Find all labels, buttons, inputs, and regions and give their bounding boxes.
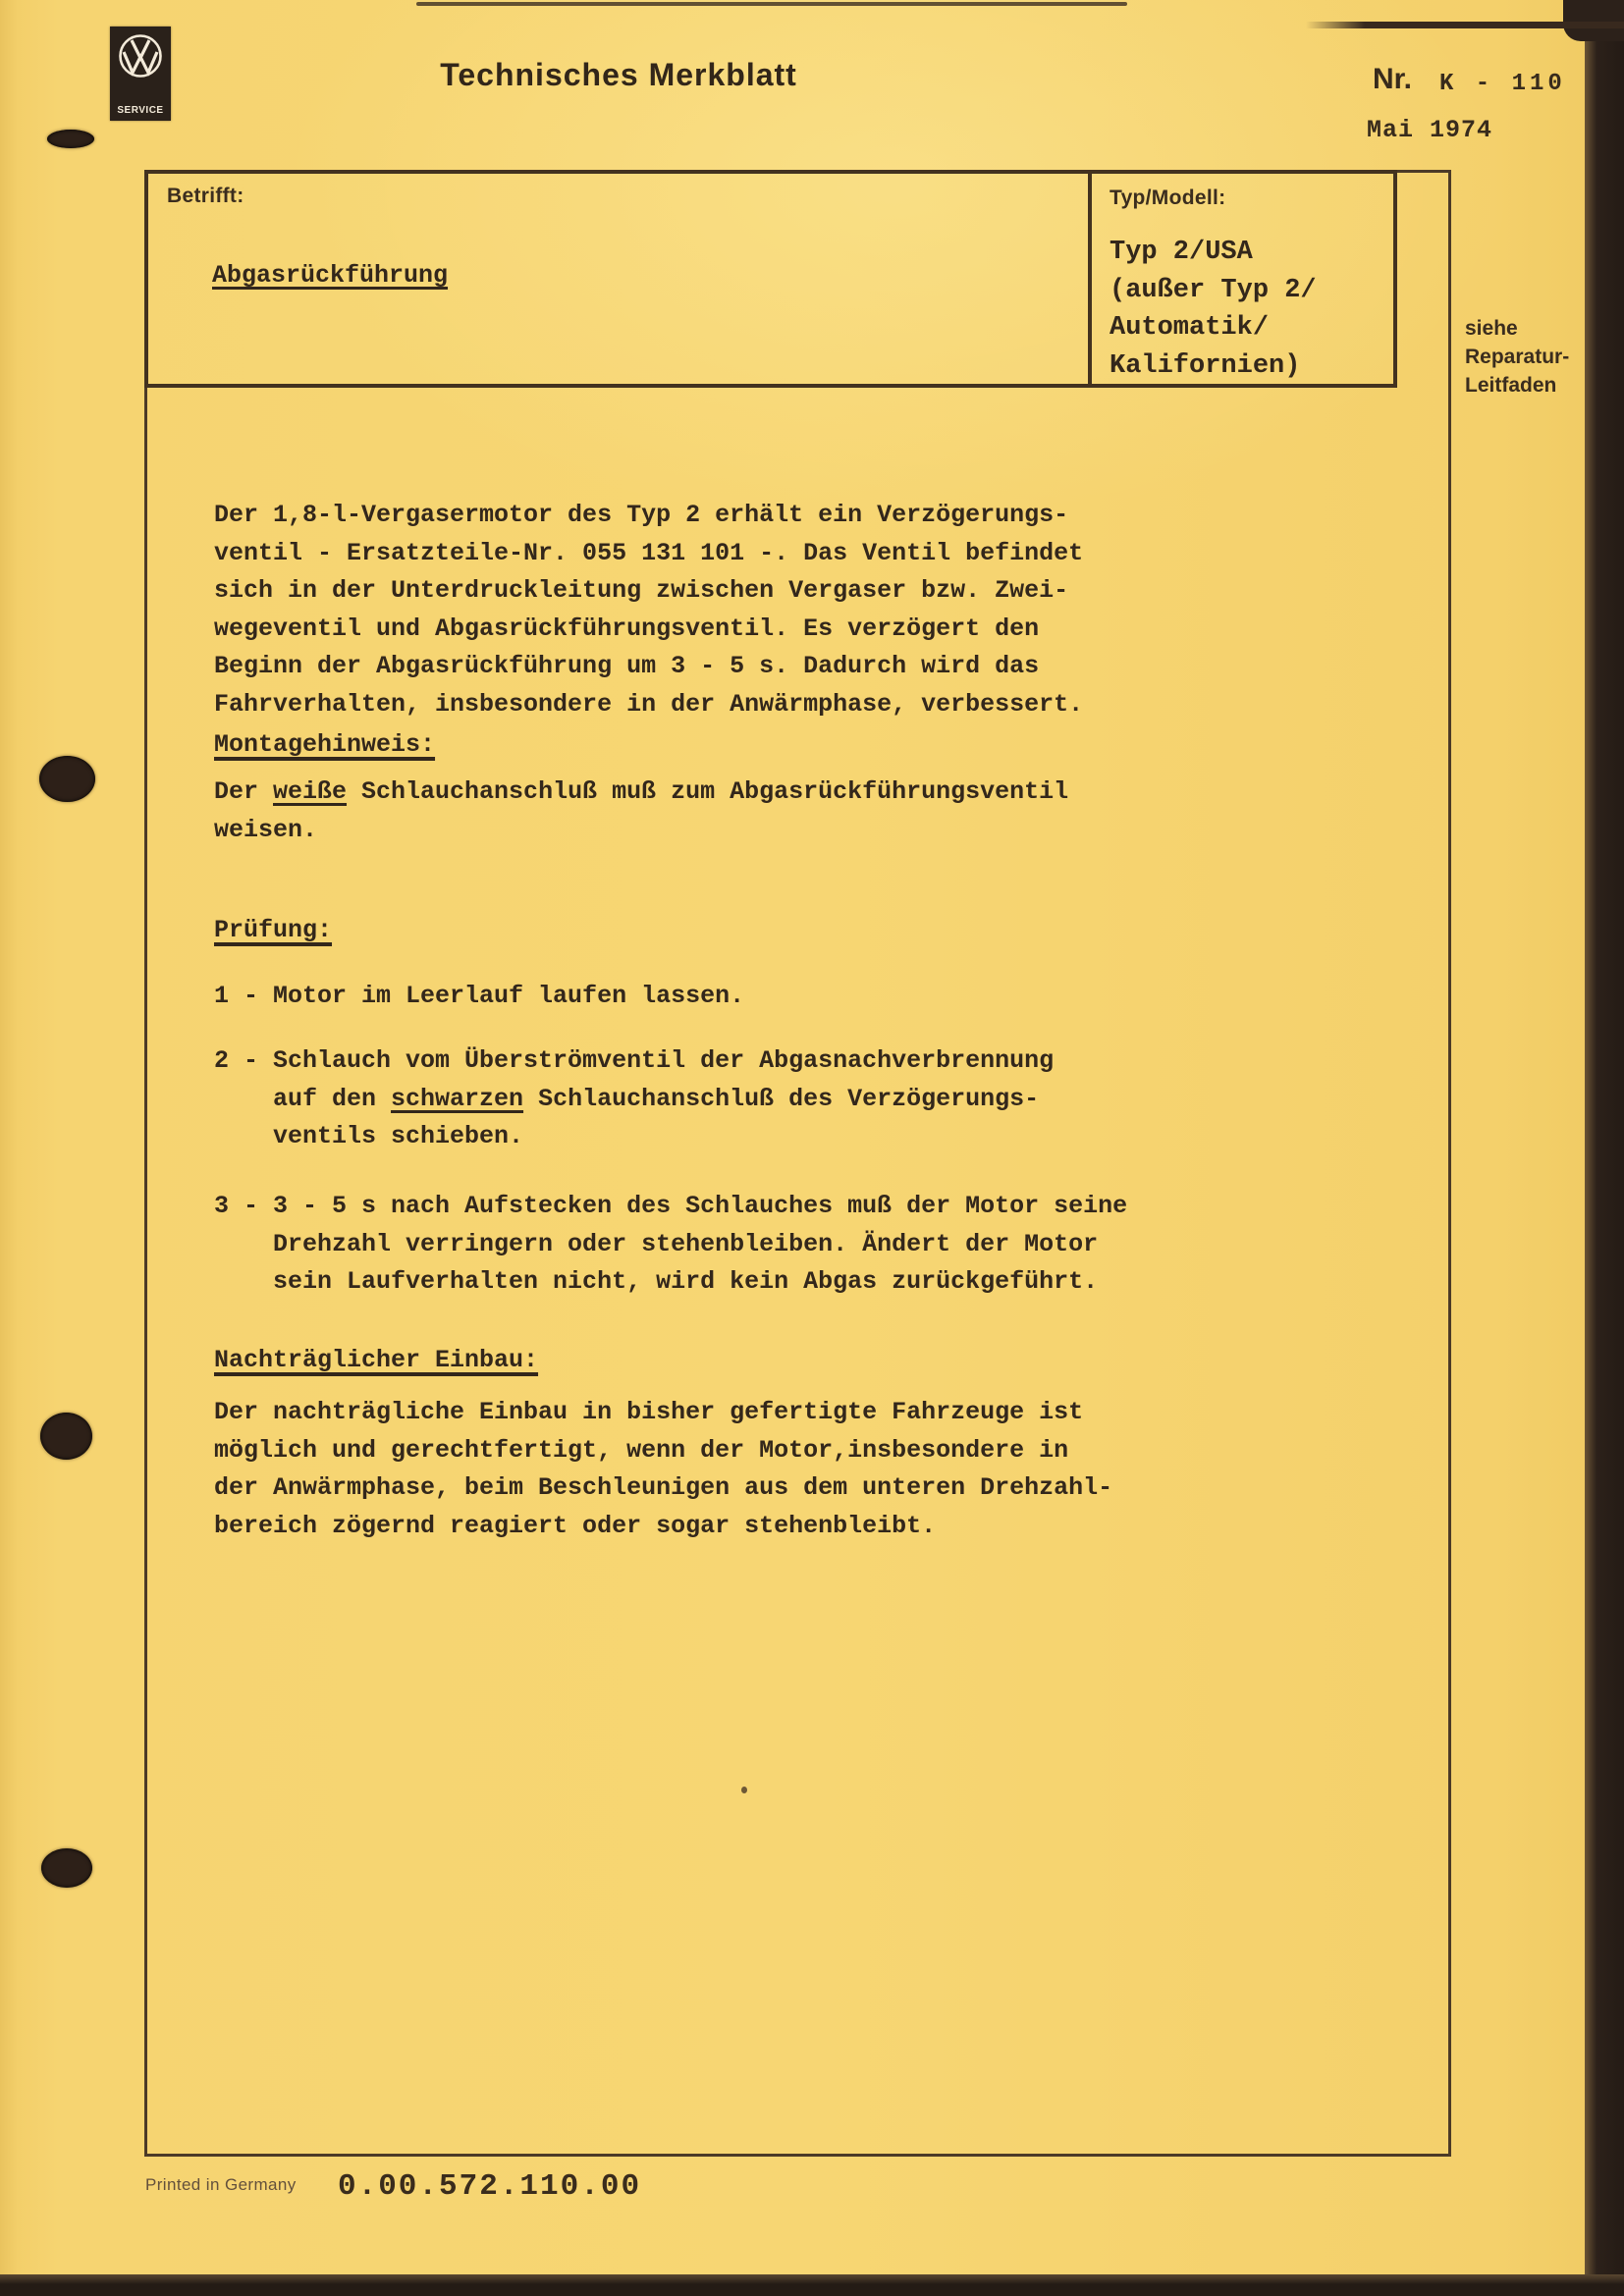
punch-hole xyxy=(41,1848,92,1888)
scan-edge-right-top xyxy=(1563,0,1624,41)
einbau-text: Der nachträgliche Einbau in bisher gefertigte Fahrzeuge ist möglich und gerechtfertigt, wenn der Motor,insbesondere in der Anwärmphase, beim Beschleunigen aus dem unteren Drehzahl- bereich zögernd reagiert oder sogar stehenbleibt. xyxy=(214,1398,1113,1540)
montagehinweis-text: Der weiße Schlauchanschluß muß zum Abgasrückführungsventil weisen. xyxy=(214,777,1069,844)
einbau-heading: Nachträglicher Einbau: xyxy=(214,1346,539,1374)
repair-manual-note xyxy=(1465,314,1569,400)
bulletin-date: Mai 1974 xyxy=(1367,116,1493,144)
bulletin-number-label: Nr. xyxy=(1373,63,1413,95)
pruefung-heading: Prüfung: xyxy=(214,916,333,944)
pruefung-step-1: 1 - Motor im Leerlauf laufen lassen. xyxy=(214,982,745,1010)
repair-manual-note-line: Reparatur- xyxy=(1465,346,1570,368)
model-value: Typ 2/USA (außer Typ 2/ Automatik/ Kalifornien) xyxy=(1110,238,1317,381)
repair-manual-note-line: siehe xyxy=(1465,317,1518,340)
vw-service-label: SERVICE xyxy=(117,105,164,116)
punch-hole xyxy=(40,1413,92,1460)
subject-label: Betrifft: xyxy=(167,185,244,207)
bulletin-number-value: K - 110 xyxy=(1439,71,1566,97)
info-table-divider xyxy=(1088,170,1092,388)
punch-hole xyxy=(47,130,94,148)
pruefung-step-2: 2 - Schlauch vom Überströmventil der Abgasnachverbrennung auf den schwarzen Schlauchanschluß des Verzögerungs- ventils schieben. xyxy=(214,1046,1055,1150)
intro-paragraph: Der 1,8-l-Vergasermotor des Typ 2 erhält ein Verzögerungs- ventil - Ersatzteile-Nr. 055 131 101 -. Das Ventil befindet sich in der Unterdruckleitung zwischen Vergaser bzw. Zwei- wegeventil und Abgasrückführungsventil. Es verzögert den Beginn der Abgasrückführung um 3 - 5 s. Dadurch wird das Fahrverhalten, insbesondere in der Anwärmphase, verbessert. xyxy=(214,501,1084,719)
repair-manual-note-line: Leitfaden xyxy=(1465,374,1557,397)
model-label: Typ/Modell: xyxy=(1110,187,1226,209)
scan-edge-bottom xyxy=(0,2274,1624,2296)
scan-edge-top-line xyxy=(416,2,1127,6)
scan-edge-top-right-line xyxy=(1306,22,1624,28)
punch-hole xyxy=(39,756,95,802)
part-number: 0.00.572.110.00 xyxy=(338,2169,642,2204)
page-title: Technisches Merkblatt xyxy=(440,57,797,92)
pruefung-step-3: 3 - 3 - 5 s nach Aufstecken des Schlauches muß der Motor seine Drehzahl verringern oder stehenbleiben. Ändert der Motor sein Laufverhalten nicht, wird kein Abgas zurückgeführt. xyxy=(214,1192,1128,1296)
scan-edge-right xyxy=(1585,0,1624,2296)
printed-in-germany-label: Printed in Germany xyxy=(145,2175,297,2194)
vw-service-logo xyxy=(110,27,171,121)
content-frame xyxy=(144,170,1451,2157)
subject-value: Abgasrückführung xyxy=(212,261,449,290)
montagehinweis-heading: Montagehinweis: xyxy=(214,730,436,759)
